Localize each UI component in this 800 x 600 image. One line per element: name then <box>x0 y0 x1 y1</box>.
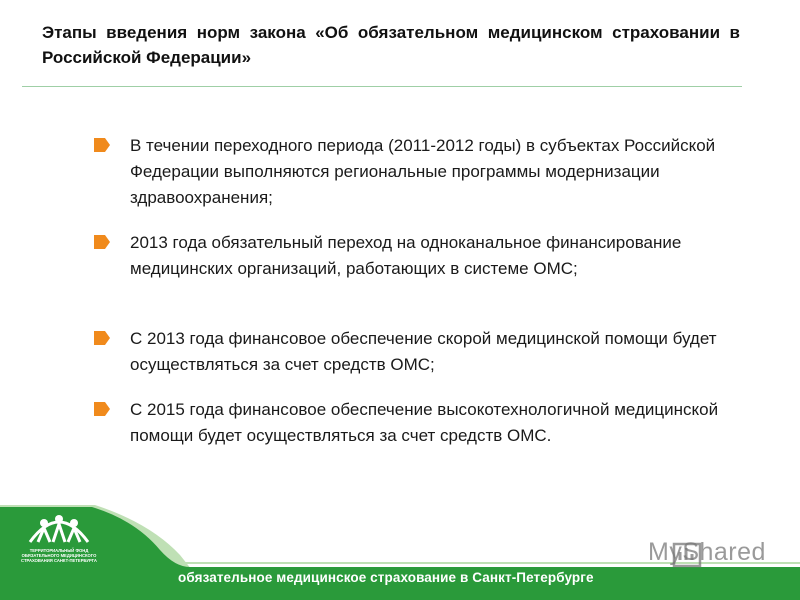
logo-caption: ТЕРРИТОРИАЛЬНЫЙ ФОНД ОБЯЗАТЕЛЬНОГО МЕДИЦИНСКОГО СТРАХОВАНИЯ САНКТ-ПЕТЕРБУРГА <box>21 548 97 563</box>
footer-tagline: обязательное медицинское страхование в Санкт-Петербурге <box>178 570 594 585</box>
bullet-text: С 2015 года финансовое обеспечение высокотехнологичной медицинской помощи будет осуществляться за счет средств ОМС. <box>130 400 719 445</box>
watermark-text: MyShared <box>648 538 766 566</box>
bullet-marker-icon <box>94 235 110 249</box>
bullet-marker-icon <box>94 138 110 152</box>
bullet-marker-icon <box>94 402 110 416</box>
title-divider <box>22 86 742 87</box>
slide-title: Этапы введения норм закона «Об обязательном медицинском страховании в Российской Федерации» <box>42 23 740 67</box>
bullet-text: 2013 года обязательный переход на одноканальное финансирование медицинских организаций, работающих в системе ОМС; <box>130 233 682 278</box>
bullet-marker-icon <box>94 331 110 345</box>
fund-logo-icon <box>24 508 94 548</box>
bullet-text: В течении переходного периода (2011-2012 годы) в субъектах Российской Федерации выполняются региональные программы модернизации здравоохранения; <box>130 136 716 207</box>
bullet-text: С 2013 года финансовое обеспечение скорой медицинской помощи будет осуществляться за счет средств ОМС; <box>130 329 717 374</box>
